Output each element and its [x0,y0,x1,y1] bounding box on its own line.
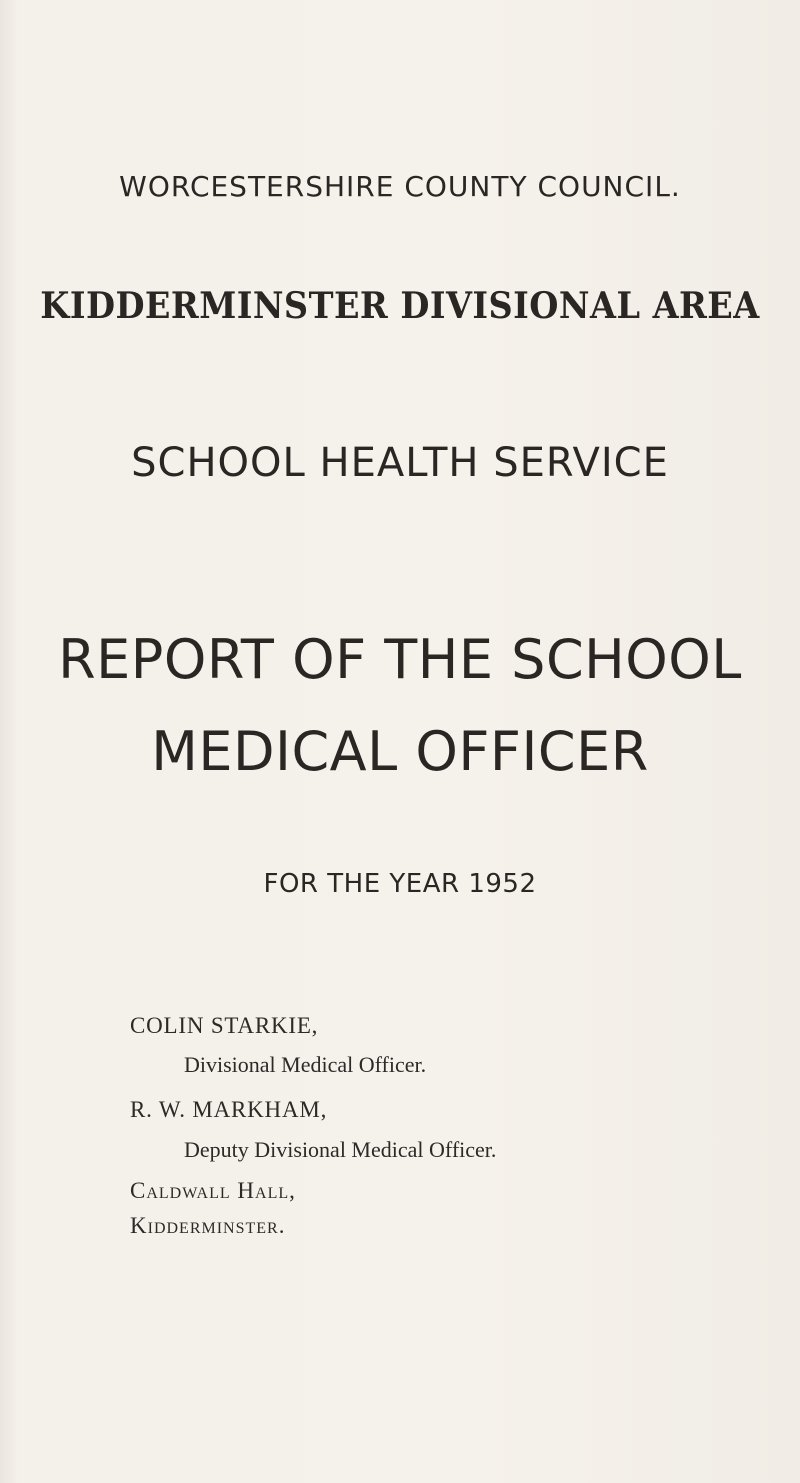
council-heading: WORCESTERSHIRE COUNTY COUNCIL. [119,170,681,203]
division-heading: KIDDERMINSTER DIVISIONAL AREA [40,285,760,327]
address-line: Kidderminster. [130,1213,286,1238]
officer-role: Divisional Medical Officer. [184,1052,427,1077]
report-title-line-2: MEDICAL OFFICER [151,720,649,783]
officer-name: R. W. MARKHAM, [130,1097,328,1122]
report-title-line-1: REPORT OF THE SCHOOL [58,628,742,691]
report-year: FOR THE YEAR 1952 [263,869,537,899]
officer-name: COLIN STARKIE, [130,1013,319,1038]
address-line: Caldwall Hall, [130,1178,296,1203]
officer-role: Deputy Divisional Medical Officer. [184,1137,497,1162]
service-heading: SCHOOL HEALTH SERVICE [131,440,669,486]
